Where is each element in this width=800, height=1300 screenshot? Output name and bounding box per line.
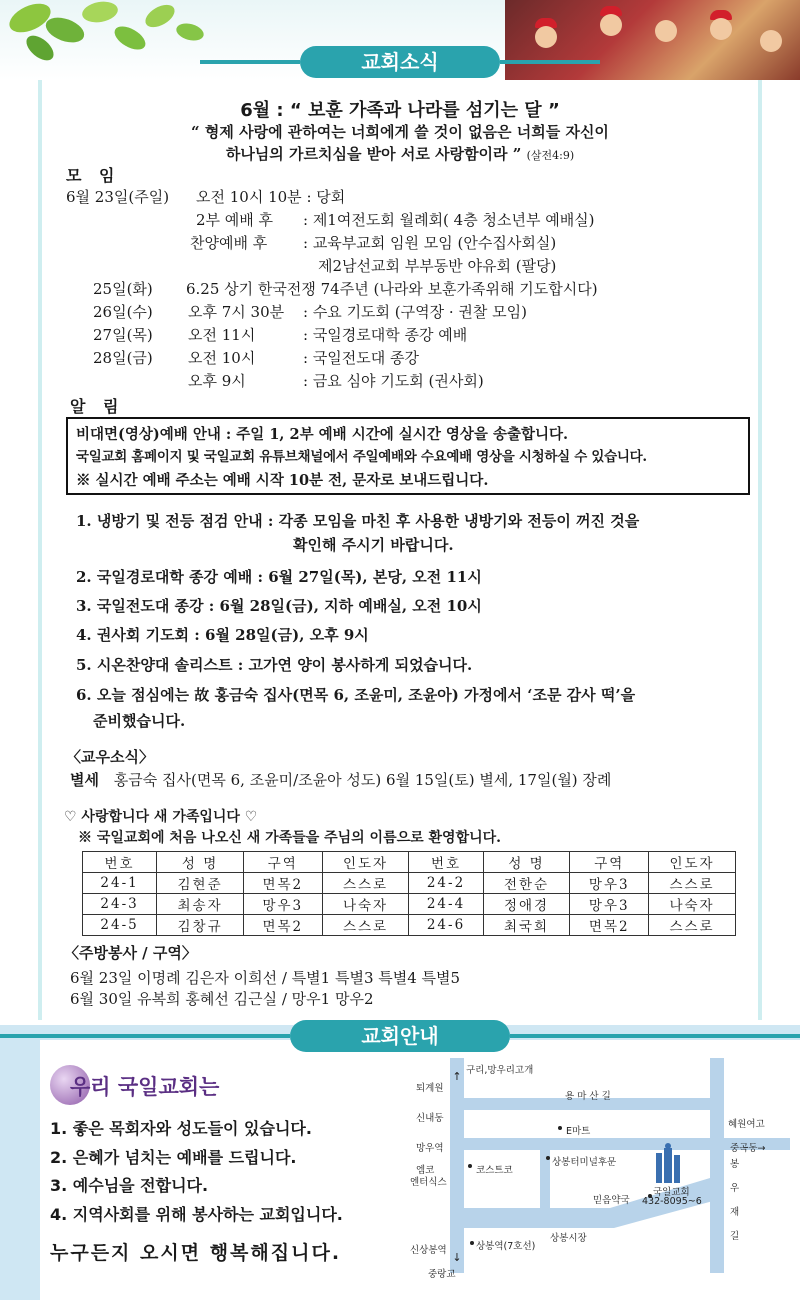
church-feature-3: 3. 예수님을 전합니다. xyxy=(50,1176,209,1195)
map-label-phone: 432-8095~6 xyxy=(642,1196,702,1207)
location-dot xyxy=(546,1156,550,1160)
table-cell: 스스로 xyxy=(649,915,736,936)
gathering-desc: 당회 xyxy=(316,188,346,206)
map-label: 우 xyxy=(730,1183,740,1194)
church-intro-title: 우리 국일교회는 xyxy=(70,1075,220,1099)
column-header: 번호 xyxy=(83,852,157,873)
map-label: 재 xyxy=(730,1207,740,1218)
road-vertical-right xyxy=(710,1058,724,1273)
notice-item-6-cont: 준비했습니다. xyxy=(93,712,186,730)
map-label: 퇴계원 xyxy=(416,1083,444,1094)
table-cell: 24-2 xyxy=(409,873,483,894)
title-rule-right xyxy=(500,60,600,64)
map-label: 혜원여고 xyxy=(728,1119,765,1130)
church-building-icon xyxy=(664,1148,672,1183)
verse-text: 하나님의 가르치심을 받아 서로 사랑함이라 ” xyxy=(225,145,522,163)
notice-box-line: 국일교회 홈페이지 및 국일교회 유튜브채널에서 주일예배와 수요예배 영상을 시청하실 수 있습니다. xyxy=(76,449,647,465)
map-label-church: 국일교회 xyxy=(653,1187,690,1198)
gathering-row xyxy=(93,347,153,368)
map-label: 코스트코 xyxy=(476,1165,513,1176)
table-cell: 망우3 xyxy=(570,894,649,915)
table-cell: 스스로 xyxy=(322,873,409,894)
table-cell: 스스로 xyxy=(322,915,409,936)
church-building-icon xyxy=(665,1143,671,1149)
notice-box-line: ※ 실시간 예배 주소는 예배 시작 10분 전, 문자로 보내드립니다. xyxy=(76,472,489,489)
gathering-desc-cell xyxy=(303,209,595,230)
table-cell: 24-4 xyxy=(409,894,483,915)
arrow-up-icon: ↑ xyxy=(452,1070,462,1083)
column-header: 인도자 xyxy=(322,852,409,873)
gathering-day: 27일(목) xyxy=(93,326,153,344)
gathering-row xyxy=(93,301,153,322)
map-label: 신상봉역 xyxy=(410,1245,447,1256)
welcome-heading: ♡ 사랑합니다 새 가족입니다 ♡ xyxy=(64,809,258,825)
location-dot xyxy=(558,1126,562,1130)
gathering-row xyxy=(196,186,345,207)
notice-item-4: 4. 권사회 기도회 : 6월 28일(금), 오후 9시 xyxy=(76,626,369,644)
church-feature-1: 1. 좋은 목회자와 성도들이 있습니다. xyxy=(50,1119,312,1138)
month-theme-title: 6월 : “ 보훈 가족과 나라를 섬기는 달 ” xyxy=(240,100,560,121)
gathering-desc-cell xyxy=(303,370,484,391)
face xyxy=(655,20,677,42)
gathering-desc-cell xyxy=(303,301,527,322)
kitchen-line-2: 6월 30일 유복희 홍혜선 김근실 / 망우1 망우2 xyxy=(70,990,374,1008)
section-title-news: 교회소식 xyxy=(300,46,500,78)
map-label: 믿음약국 xyxy=(593,1195,630,1206)
gathering-day: 6월 23일(주일) xyxy=(66,188,170,206)
gathering-time: 2부 예배 후 xyxy=(196,211,274,229)
table-cell: 24-1 xyxy=(83,873,157,894)
map-label: 용 마 산 길 xyxy=(565,1091,611,1102)
table-row xyxy=(83,873,736,894)
gathering-time: 오후 7시 30분 xyxy=(188,303,285,321)
face xyxy=(600,14,622,36)
map-label: 엠코 xyxy=(416,1165,435,1176)
notices-heading: 알 림 xyxy=(70,397,125,416)
gathering-desc: : 국일전도대 종강 xyxy=(303,349,420,367)
leaves-decoration xyxy=(0,0,230,70)
map-label: 중곡동→ xyxy=(730,1143,766,1154)
gathering-desc: : 교육부교회 임원 모임 (안수집사회실) xyxy=(303,234,557,252)
verse-reference: (살전4:9) xyxy=(526,149,575,162)
column-header: 성 명 xyxy=(157,852,244,873)
column-header: 인도자 xyxy=(649,852,736,873)
location-dot xyxy=(470,1241,474,1245)
verse-line-1: “ 형제 사랑에 관하여는 너희에게 쓸 것이 없음은 너희들 자신이 xyxy=(191,123,609,141)
gathering-time: 오전 10시 10분 : xyxy=(196,188,312,206)
gathering-time-cell xyxy=(188,301,284,322)
gathering-desc: : 수요 기도회 (구역장 · 권찰 모임) xyxy=(303,303,528,321)
gathering-row xyxy=(190,232,267,253)
members-news-line xyxy=(70,769,611,790)
table-cell: 24-6 xyxy=(409,915,483,936)
members-news-text: 홍금숙 집사(면목 6, 조윤미/조윤아 성도) 6월 15일(토) 별세, 17일(월) 장례 xyxy=(113,771,612,789)
table-row xyxy=(83,915,736,936)
map-label: 상봉터미널후문 xyxy=(552,1157,617,1168)
gathering-time-cell xyxy=(188,347,255,368)
road-vertical-left xyxy=(450,1058,464,1273)
members-news-heading: 〈교우소식〉 xyxy=(66,748,154,766)
kitchen-heading: 〈주방봉사 / 구역〉 xyxy=(64,944,197,962)
gathering-time: 오후 9시 xyxy=(188,372,246,390)
gathering-desc-cell xyxy=(303,324,467,345)
table-cell: 면목2 xyxy=(570,915,649,936)
notice-item-3: 3. 국일전도대 종강 : 6월 28일(금), 지하 예배실, 오전 10시 xyxy=(76,597,482,615)
table-cell: 면목2 xyxy=(244,915,323,936)
map-label: 엔터식스 xyxy=(410,1177,447,1188)
map-label: 상봉역(7호선) xyxy=(476,1241,536,1252)
gathering-time: 오전 11시 xyxy=(188,326,256,344)
gathering-time-cell xyxy=(188,370,246,391)
gatherings-heading: 모 임 xyxy=(66,166,121,185)
church-building-icon xyxy=(674,1155,680,1183)
column-header: 구역 xyxy=(244,852,323,873)
guide-rule-right xyxy=(510,1034,800,1038)
table-header-row xyxy=(83,852,736,873)
map-label: 상봉시장 xyxy=(550,1233,587,1244)
table-cell: 최송자 xyxy=(157,894,244,915)
welcome-subtext: ※ 국일교회에 처음 나오신 새 가족들을 주님의 이름으로 환영합니다. xyxy=(78,830,502,846)
gathering-row xyxy=(93,278,153,299)
table-cell: 정애경 xyxy=(483,894,570,915)
table-cell: 김현준 xyxy=(157,873,244,894)
members-news-label: 별세 xyxy=(70,771,99,789)
christmas-choir-photo xyxy=(505,0,800,80)
table-cell: 망우3 xyxy=(570,873,649,894)
kitchen-line-1: 6월 23일 이명례 김은자 이희선 / 특별1 특별3 특별4 특별5 xyxy=(70,969,461,987)
new-family-table xyxy=(82,851,736,936)
map-label: 구리,망우리고개 xyxy=(466,1065,534,1076)
left-margin-line xyxy=(38,80,42,1020)
gathering-desc: : 금요 심야 기도회 (권사회) xyxy=(303,372,484,390)
notice-item-1-cont: 확인해 주시기 바랍니다. xyxy=(293,536,454,554)
gathering-desc: 제2남선교회 부부동반 야유회 (팔당) xyxy=(318,257,557,275)
gathering-desc: : 제1여전도회 월례회( 4층 청소년부 예배실) xyxy=(303,211,595,229)
gathering-desc-cell xyxy=(303,232,556,253)
gathering-desc-cell xyxy=(318,255,556,276)
face xyxy=(710,18,732,40)
title-rule-left xyxy=(200,60,300,64)
gathering-desc-cell xyxy=(303,347,419,368)
notice-item-1: 1. 냉방기 및 전등 점검 안내 : 각종 모임을 마친 후 사용한 냉방기와 전등이 꺼진 것을 xyxy=(76,512,640,530)
verse-line-2 xyxy=(0,143,800,164)
online-worship-notice-box xyxy=(66,417,750,495)
table-cell: 면목2 xyxy=(244,873,323,894)
table-cell: 24-3 xyxy=(83,894,157,915)
table-row xyxy=(83,894,736,915)
notice-item-6: 6. 오늘 점심에는 故 홍금숙 집사(면목 6, 조윤미, 조윤아) 가정에서 ‘조문 감사 떡’을 xyxy=(76,686,636,704)
gathering-time: 6.25 상기 한국전쟁 74주년 (나라와 보훈가족위해 기도합시다) xyxy=(186,280,598,298)
church-feature-2: 2. 은혜가 넘치는 예배를 드립니다. xyxy=(50,1148,297,1167)
arrow-down-icon: ↓ xyxy=(452,1251,462,1264)
table-cell: 김창규 xyxy=(157,915,244,936)
face xyxy=(535,26,557,48)
gathering-time: 오전 10시 xyxy=(188,349,256,367)
map-label: 길 xyxy=(730,1231,740,1242)
map-label: 봉 xyxy=(730,1159,740,1170)
notice-item-5: 5. 시온찬양대 솔리스트 : 고가연 양이 봉사하게 되었습니다. xyxy=(76,656,473,674)
gathering-row xyxy=(196,209,273,230)
gathering-day: 25일(화) xyxy=(93,280,153,298)
table-cell: 나숙자 xyxy=(322,894,409,915)
face xyxy=(760,30,782,52)
gathering-desc: : 국일경로대학 종강 예배 xyxy=(303,326,468,344)
column-header: 번호 xyxy=(409,852,483,873)
column-header: 구역 xyxy=(570,852,649,873)
map-label: 신내동 xyxy=(416,1113,444,1124)
gathering-row xyxy=(93,324,153,345)
location-dot xyxy=(468,1164,472,1168)
notice-item-2: 2. 국일경로대학 종강 예배 : 6월 27일(목), 본당, 오전 11시 xyxy=(76,568,482,586)
gathering-day: 26일(수) xyxy=(93,303,153,321)
gathering-time-cell xyxy=(188,324,255,345)
table-cell: 망우3 xyxy=(244,894,323,915)
section-title-guide: 교회안내 xyxy=(290,1020,510,1052)
table-cell: 스스로 xyxy=(649,873,736,894)
table-cell: 최국희 xyxy=(483,915,570,936)
gathering-desc-cell xyxy=(186,278,598,299)
table-cell: 전한순 xyxy=(483,873,570,894)
guide-rule-left xyxy=(0,1034,290,1038)
gathering-row xyxy=(66,186,169,207)
gathering-day: 28일(금) xyxy=(93,349,153,367)
map-label: 망우역 xyxy=(416,1143,444,1154)
church-slogan: 누구든지 오시면 행복해집니다. xyxy=(50,1242,342,1264)
notice-box-line: 비대면(영상)예배 안내 : 주일 1, 2부 예배 시간에 실시간 영상을 송출합니다. xyxy=(76,426,569,443)
map-label: E마트 xyxy=(566,1126,591,1137)
gathering-time: 찬양예배 후 xyxy=(190,234,268,252)
right-margin-line xyxy=(758,80,762,1020)
column-header: 성 명 xyxy=(483,852,570,873)
church-building-icon xyxy=(656,1153,662,1183)
church-location-map xyxy=(400,1058,790,1288)
church-feature-4: 4. 지역사회를 위해 봉사하는 교회입니다. xyxy=(50,1205,343,1224)
table-cell: 나숙자 xyxy=(649,894,736,915)
table-cell: 24-5 xyxy=(83,915,157,936)
map-label: 중랑교 xyxy=(428,1269,456,1280)
church-intro-heading xyxy=(50,1065,250,1105)
